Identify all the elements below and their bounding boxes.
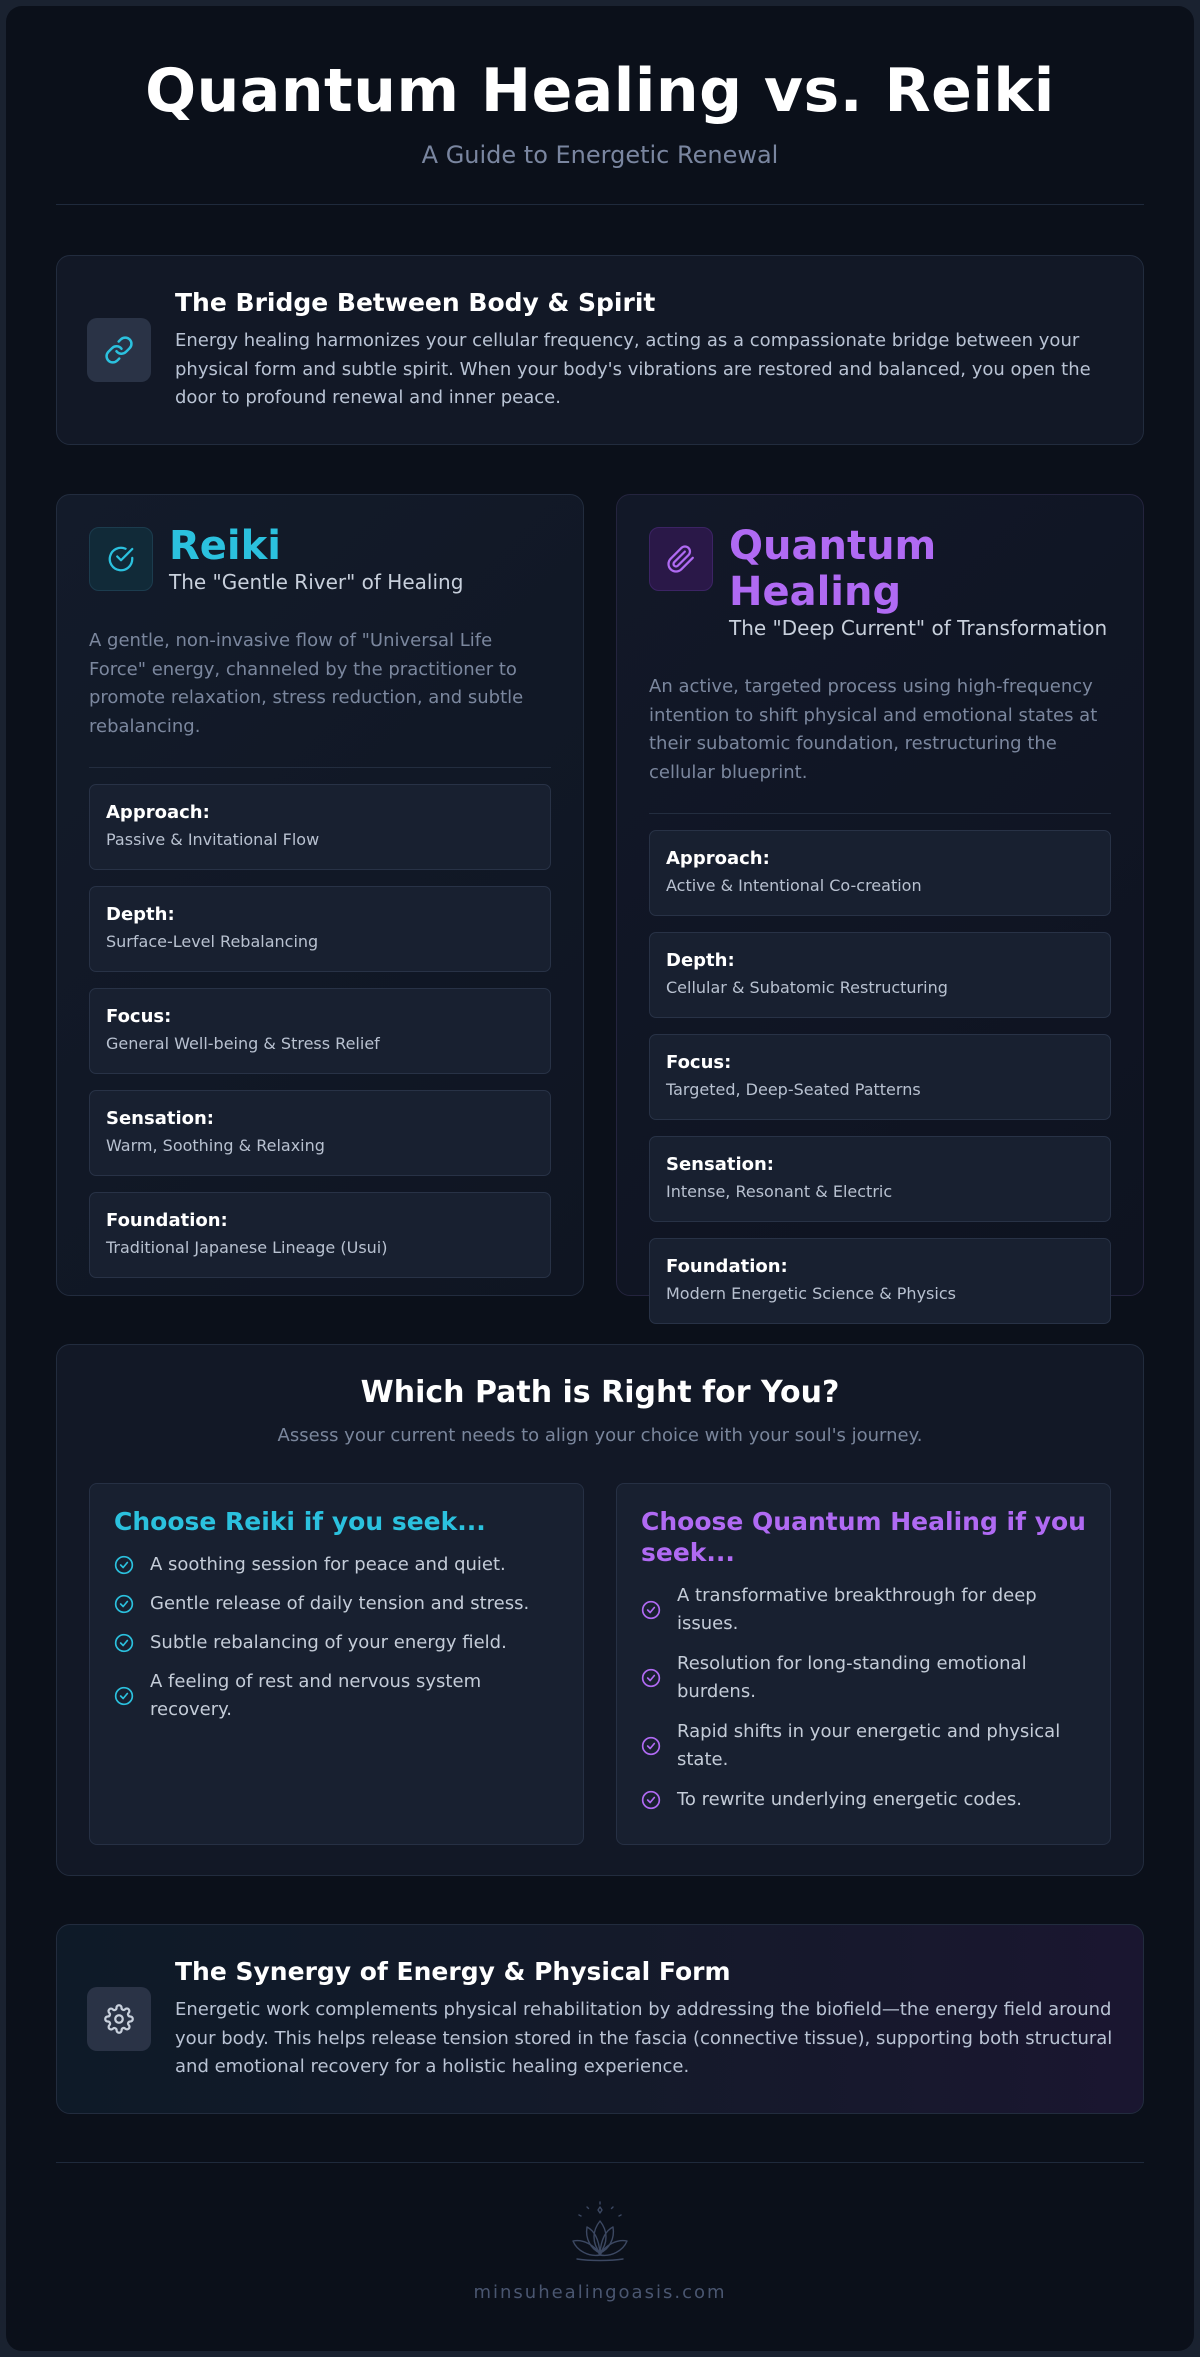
attribute-label: Foundation:	[666, 1256, 788, 1277]
list-item	[114, 1668, 559, 1724]
attribute-value: Surface-Level Rebalancing	[106, 932, 319, 951]
list-item-text: A transformative breakthrough for deep issues.	[677, 1585, 1037, 1634]
list-item	[114, 1629, 559, 1657]
footer-divider	[56, 2162, 1144, 2163]
reiki-attribute	[89, 1090, 551, 1176]
attribute-label: Depth:	[666, 950, 735, 971]
quantum-attribute	[649, 830, 1111, 916]
page-title: Quantum Healing vs. Reiki	[145, 56, 1055, 126]
check-circle-icon	[641, 1736, 661, 1756]
attribute-value: Targeted, Deep-Seated Patterns	[666, 1080, 921, 1099]
check-circle-icon	[114, 1633, 134, 1653]
list-item-text: Resolution for long-standing emotional burdens.	[677, 1653, 1027, 1702]
synergy-title: The Synergy of Energy & Physical Form	[175, 1957, 731, 1987]
site-url[interactable]: minsuhealingoasis.com	[473, 2282, 727, 2303]
check-circle-icon	[641, 1668, 661, 1688]
check-circle-icon	[641, 1790, 661, 1810]
reiki-tagline: The "Gentle River" of Healing	[169, 570, 464, 594]
quantum-description: An active, targeted process using high-frequency intention to shift physical and emotional states at their subatomic foundation, restructuring the cellular blueprint.	[649, 676, 1098, 783]
quantum-attributes	[649, 830, 1111, 1324]
attribute-label: Foundation:	[106, 1210, 228, 1231]
quantum-name: Quantum Healing	[729, 523, 937, 615]
quantum-seek-title: Choose Quantum Healing if you seek...	[641, 1507, 1086, 1567]
check-circle-icon	[114, 1594, 134, 1614]
paperclip-icon	[649, 527, 713, 591]
list-item-text: Gentle release of daily tension and stress.	[150, 1593, 530, 1614]
attribute-value: Intense, Resonant & Electric	[666, 1182, 893, 1201]
reiki-seek-title: Choose Reiki if you seek...	[114, 1507, 486, 1536]
attribute-label: Approach:	[106, 802, 210, 823]
page-footer	[56, 2199, 1144, 2305]
reiki-attribute	[89, 1192, 551, 1278]
check-circle-icon	[114, 1686, 134, 1706]
reiki-seek-card	[89, 1483, 584, 1845]
attribute-value: General Well-being & Stress Relief	[106, 1034, 380, 1053]
path-selector	[56, 1344, 1144, 1876]
list-item-text: Rapid shifts in your energetic and physical state.	[677, 1721, 1061, 1770]
page-frame	[6, 6, 1194, 2351]
quantum-attribute	[649, 932, 1111, 1018]
list-item	[114, 1590, 559, 1618]
list-item-text: A soothing session for peace and quiet.	[150, 1554, 506, 1575]
attribute-label: Focus:	[106, 1006, 172, 1027]
quantum-tagline: The "Deep Current" of Transformation	[729, 616, 1108, 640]
quantum-attribute	[649, 1238, 1111, 1324]
quantum-attribute	[649, 1136, 1111, 1222]
gear-icon	[87, 1987, 151, 2051]
check-circle-icon	[89, 527, 153, 591]
synergy-card	[56, 1924, 1144, 2114]
list-item-text: A feeling of rest and nervous system recovery.	[150, 1671, 482, 1720]
check-circle-icon	[114, 1555, 134, 1575]
bridge-title: The Bridge Between Body & Spirit	[175, 288, 656, 318]
list-item	[114, 1551, 559, 1579]
quantum-divider	[649, 813, 1111, 814]
page-subtitle: A Guide to Energetic Renewal	[421, 141, 779, 169]
reiki-attributes	[89, 784, 551, 1278]
list-item	[641, 1786, 1086, 1814]
reiki-card	[56, 494, 584, 1296]
reiki-attribute	[89, 988, 551, 1074]
attribute-value: Active & Intentional Co-creation	[666, 876, 922, 895]
attribute-value: Passive & Invitational Flow	[106, 830, 320, 849]
synergy-text: Energetic work complements physical rehabilitation by addressing the biofield—the energy field around your body. This helps release tension stored in the fascia (connective tissue), supporting both structural and emotional recovery for a holistic healing experience.	[175, 1999, 1113, 2078]
attribute-value: Warm, Soothing & Relaxing	[106, 1136, 325, 1155]
reiki-attribute	[89, 886, 551, 972]
lotus-logo-icon	[565, 2199, 635, 2263]
path-subtitle: Assess your current needs to align your choice with your soul's journey.	[277, 1425, 923, 1446]
page-content	[56, 6, 1144, 2305]
attribute-label: Depth:	[106, 904, 175, 925]
list-item	[641, 1650, 1086, 1706]
bridge-text: Energy healing harmonizes your cellular frequency, acting as a compassionate bridge between your physical form and subtle spirit. When your body's vibrations are restored and balanced, you open the door to profound renewal and inner peace.	[175, 330, 1091, 409]
list-item-text: To rewrite underlying energetic codes.	[677, 1789, 1022, 1810]
reiki-attribute	[89, 784, 551, 870]
reiki-seek-list	[114, 1551, 559, 1724]
attribute-label: Sensation:	[666, 1154, 774, 1175]
link-icon	[87, 318, 151, 382]
attribute-label: Sensation:	[106, 1108, 214, 1129]
list-item	[641, 1718, 1086, 1774]
attribute-value: Modern Energetic Science & Physics	[666, 1284, 956, 1303]
list-item-text: Subtle rebalancing of your energy field.	[150, 1632, 507, 1653]
attribute-value: Traditional Japanese Lineage (Usui)	[106, 1238, 388, 1257]
page-header	[56, 6, 1144, 170]
quantum-attribute	[649, 1034, 1111, 1120]
reiki-divider	[89, 767, 551, 768]
header-divider	[56, 204, 1144, 205]
check-circle-icon	[641, 1600, 661, 1620]
list-item	[641, 1582, 1086, 1638]
path-title: Which Path is Right for You?	[360, 1375, 840, 1410]
attribute-label: Focus:	[666, 1052, 732, 1073]
attribute-label: Approach:	[666, 848, 770, 869]
reiki-name: Reiki	[169, 523, 281, 569]
quantum-seek-card	[616, 1483, 1111, 1845]
method-comparison	[56, 494, 1144, 1303]
reiki-description: A gentle, non-invasive flow of "Universal Life Force" energy, channeled by the practitioner to promote relaxation, stress reduction, and subtle rebalancing.	[89, 630, 524, 737]
quantum-card	[616, 494, 1144, 1303]
attribute-value: Cellular & Subatomic Restructuring	[666, 978, 948, 997]
quantum-seek-list	[641, 1582, 1086, 1814]
bridge-card	[56, 255, 1144, 445]
